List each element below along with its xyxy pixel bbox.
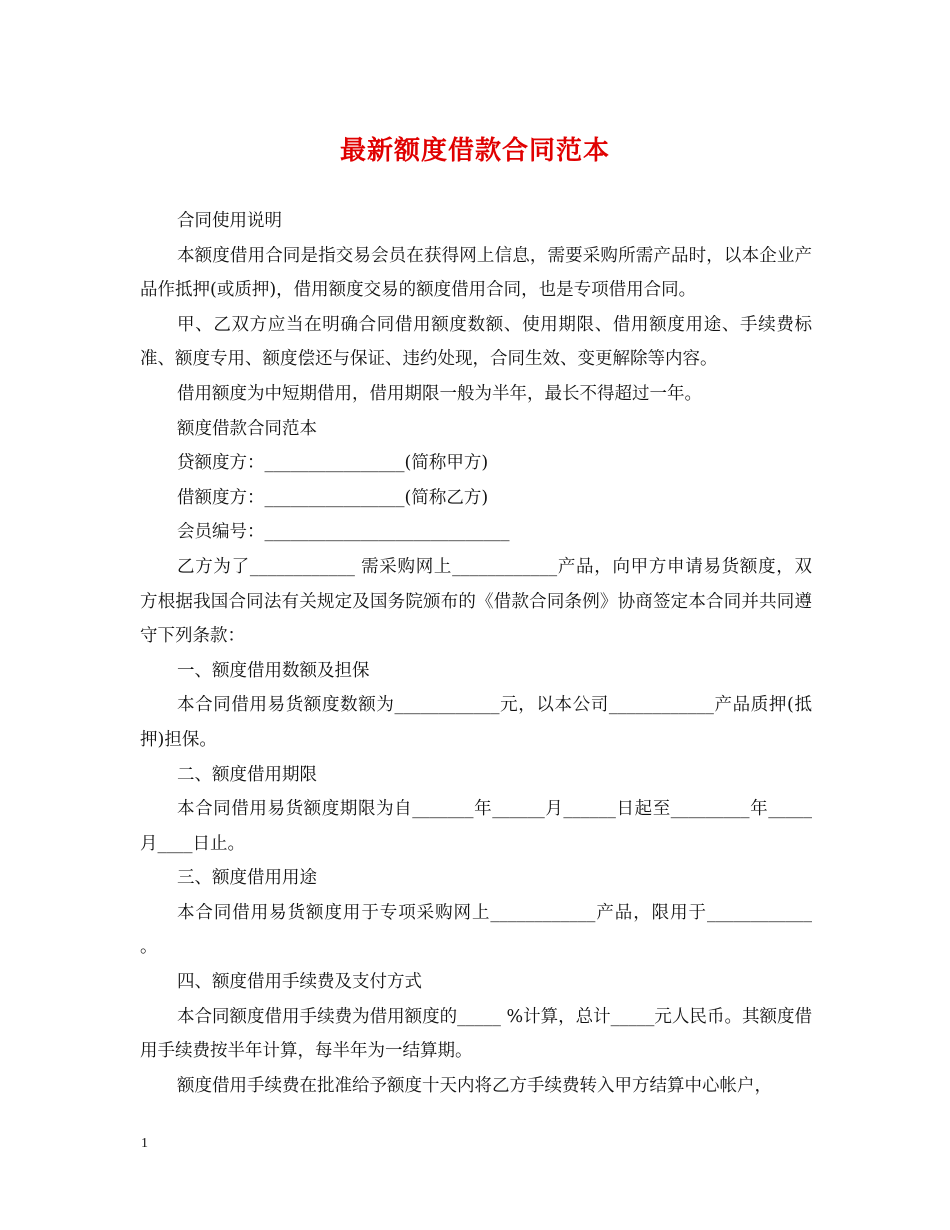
lender-field: 贷额度方：________________(简称甲方) <box>177 453 489 474</box>
borrower-field: 借额度方：________________(简称乙方) <box>177 487 489 508</box>
paragraph-purpose: 本合同借用易货额度用于专项采购网上____________产品，限用于____________ 。 <box>140 902 812 958</box>
section-heading-amount: 一、额度借用数额及担保 <box>177 660 370 681</box>
paragraph-term: 本合同借用易货额度期限为自_______年______月______日起至_________年_____月____日止。 <box>140 799 812 854</box>
paragraph-amount: 本合同借用易货额度数额为____________元，以本公司____________产品质押(抵押)担保。 <box>140 695 812 750</box>
paragraph-usage-definition: 本额度借用合同是指交易会员在获得网上信息，需要采购所需产品时，以本企业产品作抵押(或质押)，借用额度交易的额度借用合同，也是专项借用合同。 <box>140 245 812 301</box>
paragraph-usage-term: 借用额度为中短期借用，借用期限一般为半年，最长不得超过一年。 <box>177 383 702 404</box>
document-body <box>140 204 812 1103</box>
section-heading-fees: 四、额度借用手续费及支付方式 <box>177 972 422 993</box>
document-title: 最新额度借款合同范本 <box>339 136 610 166</box>
paragraph-preamble: 乙方为了____________ 需采购网上____________产品，向甲方申请易货额度，双方根据我国合同法有关规定及国务院颁布的《借款合同条例》协商签定本合同并共同遵守下列条款： <box>140 556 812 647</box>
paragraph-fee-payment: 额度借用手续费在批准给予额度十天内将乙方手续费转入甲方结算中心帐户， <box>177 1075 772 1096</box>
paragraph-usage-heading: 合同使用说明 <box>177 211 282 231</box>
member-number-field: 会员编号：____________________________ <box>177 522 510 543</box>
section-heading-purpose: 三、额度借用用途 <box>177 868 317 889</box>
paragraph-usage-requirements: 甲、乙双方应当在明确合同借用额度数额、使用期限、借用额度用途、手续费标准、额度专用、额度偿还与保证、违约处现，合同生效、变更解除等内容。 <box>140 314 812 370</box>
paragraph-template-heading: 额度借款合同范本 <box>177 418 317 439</box>
section-heading-term: 二、额度借用期限 <box>177 764 317 785</box>
paragraph-fees: 本合同额度借用手续费为借用额度的_____ %计算，总计_____元人民币。其额度借用手续费按半年计算，每半年为一结算期。 <box>140 1006 812 1062</box>
page-number: 1 <box>141 1136 148 1151</box>
